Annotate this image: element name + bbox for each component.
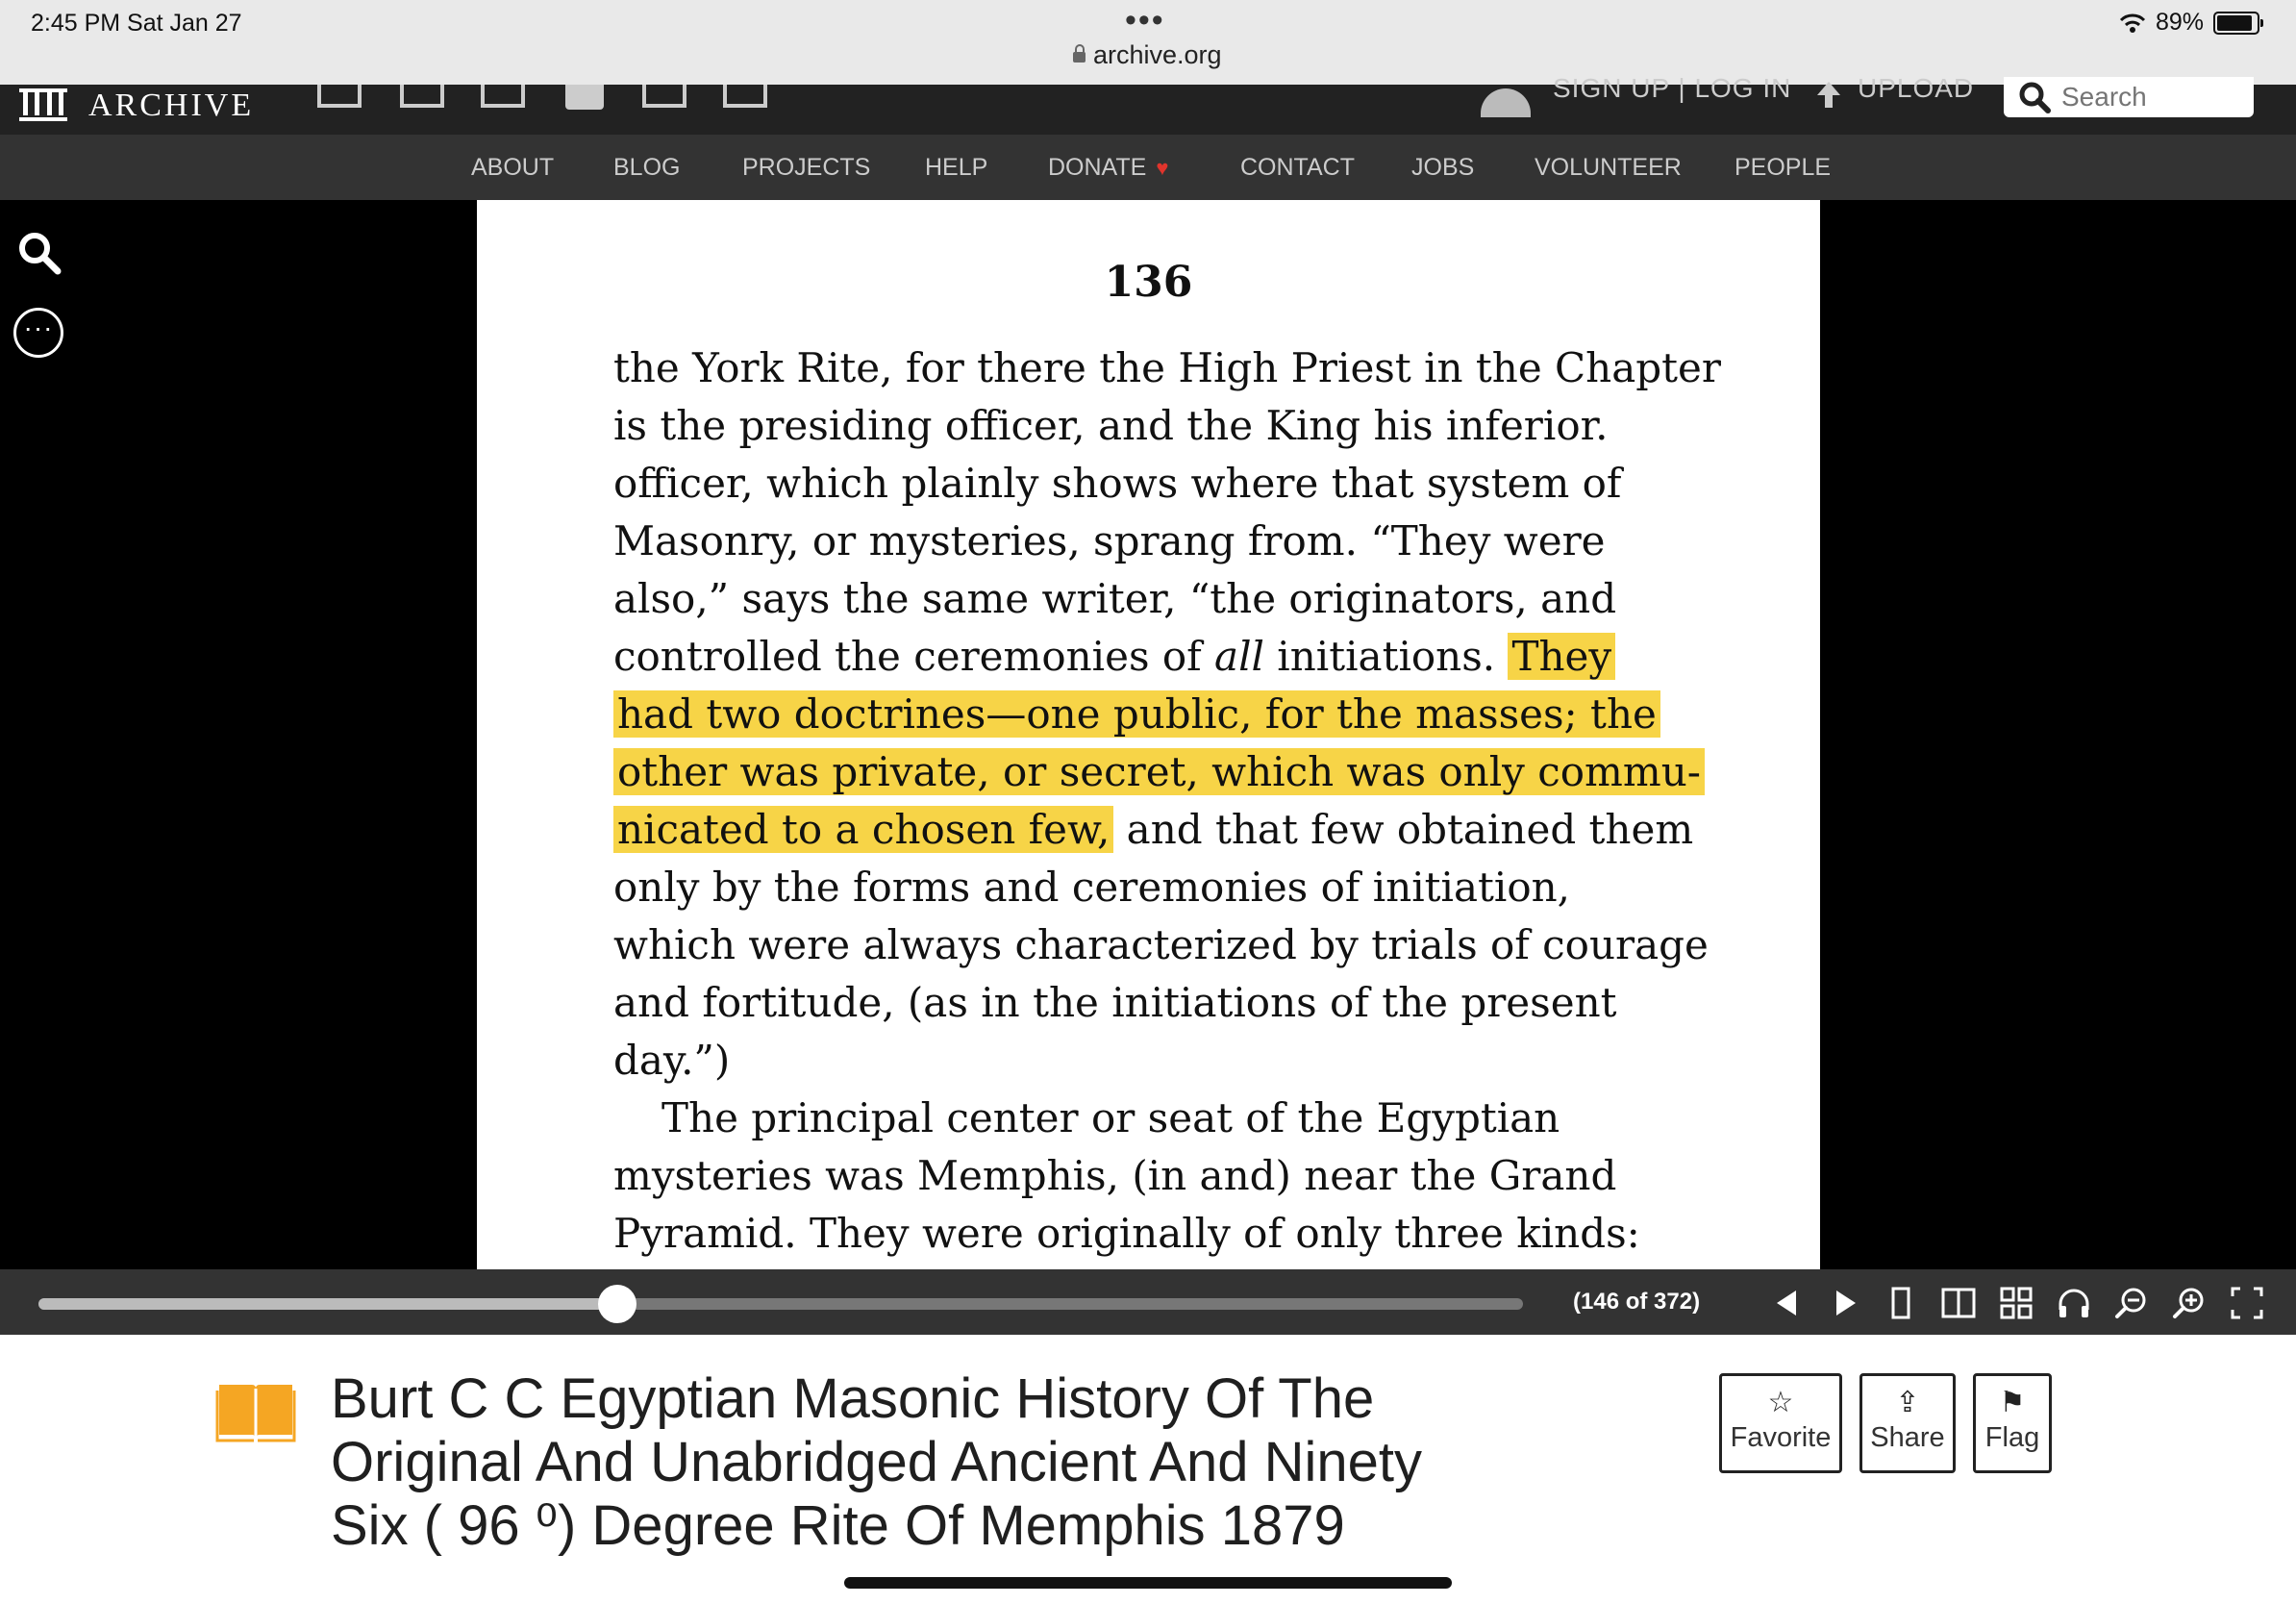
page-line: Masonry, or mysteries, sprang from. “They were [613, 517, 1606, 564]
status-time: 2:45 PM Sat Jan 27 [31, 10, 242, 37]
search-icon [2017, 80, 2052, 114]
fullscreen-icon[interactable] [2229, 1285, 2265, 1321]
highlight-text: They [1508, 633, 1615, 680]
nav-volunteer[interactable]: VOLUNTEER [1535, 154, 1682, 181]
home-indicator [844, 1577, 1452, 1589]
nav-projects[interactable]: PROJECTS [742, 154, 871, 181]
address-bar[interactable] [1073, 40, 1222, 70]
page-line: The principal center or seat of the Egyptian [661, 1094, 1560, 1141]
line-text: controlled the ceremonies of [613, 633, 1215, 680]
highlight-text: other was private, or secret, which was only commu- [613, 748, 1705, 795]
nav-people[interactable]: PEOPLE [1734, 154, 1832, 181]
next-page-icon[interactable] [1827, 1285, 1863, 1321]
search-box[interactable] [2004, 77, 2254, 117]
share-label: Share [1870, 1422, 1945, 1453]
battery-percent: 89% [2156, 9, 2205, 36]
more-options-icon[interactable]: ··· [13, 308, 63, 358]
nav-donate-label: DONATE [1048, 154, 1147, 181]
nav-donate[interactable] [1048, 154, 1168, 182]
previous-page-icon[interactable] [1769, 1285, 1806, 1321]
highlight-text: had two doctrines—one public, for the masses; the [613, 690, 1660, 738]
line-text: and that few obtained them [1113, 806, 1694, 853]
book-title: Burt C C Egyptian Masonic History Of The Original And Unabridged Ancient And Ninety Six ( 96 ⁰) Degree Rite Of Memphis 1879 [331, 1367, 1422, 1557]
upload-arrow-icon [1817, 82, 1840, 95]
share-button[interactable] [1859, 1373, 1956, 1473]
zoom-in-icon[interactable] [2171, 1285, 2208, 1321]
address-url: archive.org [1093, 40, 1222, 69]
archive-building-icon [19, 88, 67, 123]
status-indicators [2119, 9, 2259, 37]
line-italic: all [1214, 633, 1264, 680]
battery-icon [2213, 12, 2259, 35]
page-count: (146 of 372) [1573, 1289, 1701, 1315]
flag-label: Flag [1984, 1422, 2040, 1453]
video-icon[interactable] [481, 85, 525, 108]
page-line: only by the forms and ceremonies of initiation, [613, 864, 1571, 911]
texts-icon[interactable] [400, 85, 444, 108]
flag-icon: ⚑ [1999, 1387, 2026, 1418]
texts-book-icon [215, 1379, 296, 1444]
signup-login-link[interactable]: SIGN UP | LOG IN [1553, 73, 1792, 103]
share-icon: ⇪ [1895, 1387, 1920, 1418]
page-line: day.”) [613, 1037, 731, 1084]
favorite-label: Favorite [1730, 1422, 1832, 1453]
audio-icon[interactable] [565, 85, 604, 110]
page-line: is the presiding officer, and the King his inferior. [613, 402, 1609, 449]
nav-blog[interactable]: BLOG [613, 154, 681, 181]
flag-button[interactable] [1973, 1373, 2052, 1473]
search-input[interactable] [2059, 81, 2246, 113]
web-icon[interactable] [317, 85, 362, 108]
lock-icon [1073, 52, 1086, 63]
search-inside-icon[interactable] [15, 229, 63, 277]
page-line: mysteries was Memphis, (in and) near the Grand [613, 1152, 1617, 1199]
nav-jobs[interactable]: JOBS [1411, 154, 1475, 181]
page-line [613, 748, 1705, 795]
star-icon: ☆ [1767, 1387, 1794, 1418]
page-number: 136 [1104, 258, 1193, 307]
highlight-text: nicated to a chosen few, [613, 806, 1113, 853]
page-line: and fortitude, (as in the initiations of the present [613, 979, 1617, 1026]
safari-more-dots-icon[interactable]: ••• [1125, 2, 1165, 38]
page-line: also,” says the same writer, “the originators, and [613, 575, 1617, 622]
nav-about[interactable]: ABOUT [471, 154, 555, 181]
read-aloud-headphones-icon[interactable] [2056, 1285, 2092, 1321]
page-line [613, 690, 1660, 738]
two-page-view-icon[interactable] [1940, 1285, 1977, 1321]
page-line: Pyramid. They were originally of only three kinds: [613, 1210, 1640, 1257]
page-line [613, 633, 1615, 680]
page-line [613, 806, 1693, 853]
book-page [477, 200, 1820, 1269]
line-text: initiations. [1263, 633, 1509, 680]
nav-help[interactable]: HELP [925, 154, 988, 181]
upload-label: UPLOAD [1858, 73, 1975, 103]
software-icon[interactable] [642, 85, 686, 108]
upload-button[interactable] [1817, 73, 1974, 104]
archive-logo[interactable] [19, 85, 254, 127]
images-icon[interactable] [723, 85, 767, 108]
one-page-view-icon[interactable] [1883, 1285, 1919, 1321]
heart-icon: ♥ [1156, 156, 1169, 180]
zoom-out-icon[interactable] [2113, 1285, 2150, 1321]
page-slider-fill [38, 1298, 617, 1310]
page-line: officer, which plainly shows where that system of [613, 460, 1622, 507]
page-slider-handle[interactable] [598, 1285, 636, 1323]
page-line: which were always characterized by trials of courage [613, 921, 1709, 968]
wifi-icon [2119, 13, 2146, 34]
nav-contact[interactable]: CONTACT [1240, 154, 1355, 181]
thumbnail-view-icon[interactable] [1998, 1285, 2034, 1321]
favorite-button[interactable] [1719, 1373, 1842, 1473]
page-line: the York Rite, for there the High Priest in the Chapter [613, 344, 1721, 391]
archive-logo-text: ARCHIVE [88, 88, 255, 123]
